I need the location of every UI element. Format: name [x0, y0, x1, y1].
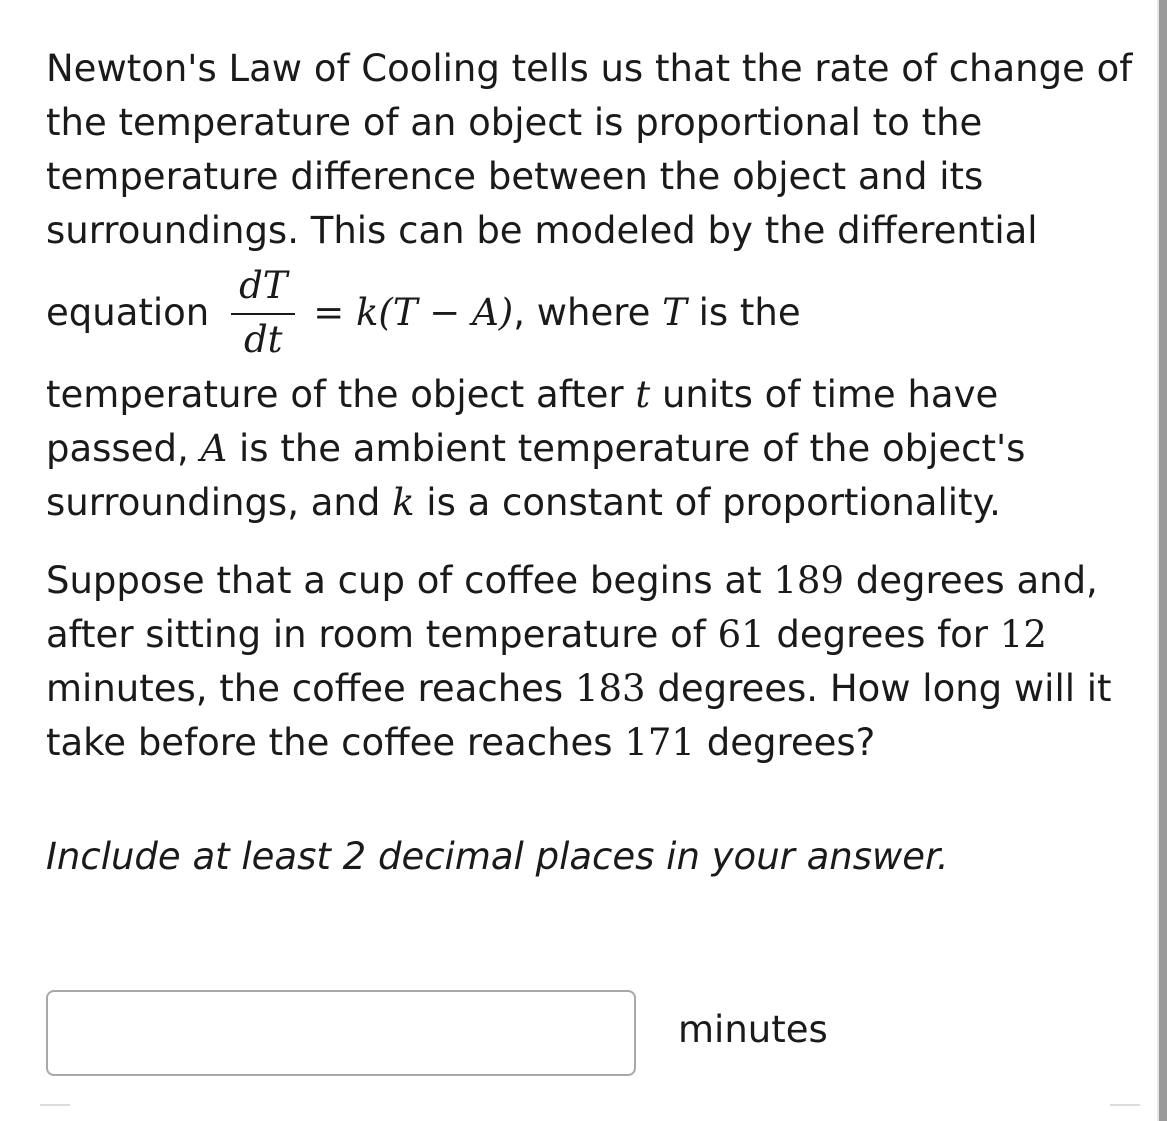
question-text-5: degrees. How long will it take before the coffee reaches	[46, 667, 1112, 764]
intro-text-2a: temperature of the object after	[46, 373, 636, 416]
target-temperature: 171	[624, 721, 695, 764]
intro-text-1: Newton's Law of Cooling tells us that the rate of change of the temperature of an object is proportional to the temperature difference between the object and its surroundings. This can be modeled by the differential	[46, 47, 1133, 252]
variable-k: k	[392, 481, 415, 524]
equation-suffix-b: is the	[686, 291, 801, 334]
derivative-fraction	[231, 265, 295, 361]
question-text-1: Suppose that a cup of coffee begins at	[46, 559, 774, 602]
question-text-3: degrees for	[764, 613, 1000, 656]
question-text-4: minutes, the coffee reaches	[46, 667, 575, 710]
intro-text-2d: is a constant of proportionality.	[414, 481, 1001, 524]
variable-A: A	[200, 427, 228, 470]
initial-temperature: 189	[773, 559, 844, 602]
answer-unit-label: minutes	[678, 1007, 828, 1051]
intro-text-2b: units of time have passed,	[46, 373, 999, 470]
answer-input[interactable]	[46, 990, 636, 1076]
equation-rhs: = k(T − A)	[313, 291, 514, 334]
equation-line	[46, 258, 1136, 368]
bottom-divider-right	[1110, 1104, 1140, 1106]
elapsed-minutes: 12	[999, 613, 1047, 656]
question-text-2: degrees and, after sitting in room temperature of	[46, 559, 1098, 656]
fraction-denominator: dt	[243, 318, 283, 361]
question-text-6: degrees?	[694, 721, 876, 764]
intro-paragraph-continued	[46, 368, 1136, 530]
answer-row	[46, 990, 828, 1076]
answer-instruction: Include at least 2 decimal places in your answer.	[46, 835, 949, 878]
bottom-divider-left	[40, 1104, 70, 1106]
variable-t: t	[635, 373, 651, 416]
problem-body	[46, 42, 1136, 884]
scrollbar[interactable]	[1159, 0, 1167, 1121]
variable-T: T	[662, 291, 687, 334]
intro-paragraph	[46, 42, 1136, 258]
question-paragraph	[46, 554, 1136, 770]
intro-text-2c: is the ambient temperature of the object's surroundings, and	[46, 427, 1026, 524]
equation-suffix-a: , where	[513, 291, 663, 334]
equation-prefix: equation	[46, 291, 210, 334]
fraction-numerator: dT	[239, 264, 288, 307]
measured-temperature: 183	[574, 667, 646, 710]
room-temperature: 61	[717, 613, 765, 656]
